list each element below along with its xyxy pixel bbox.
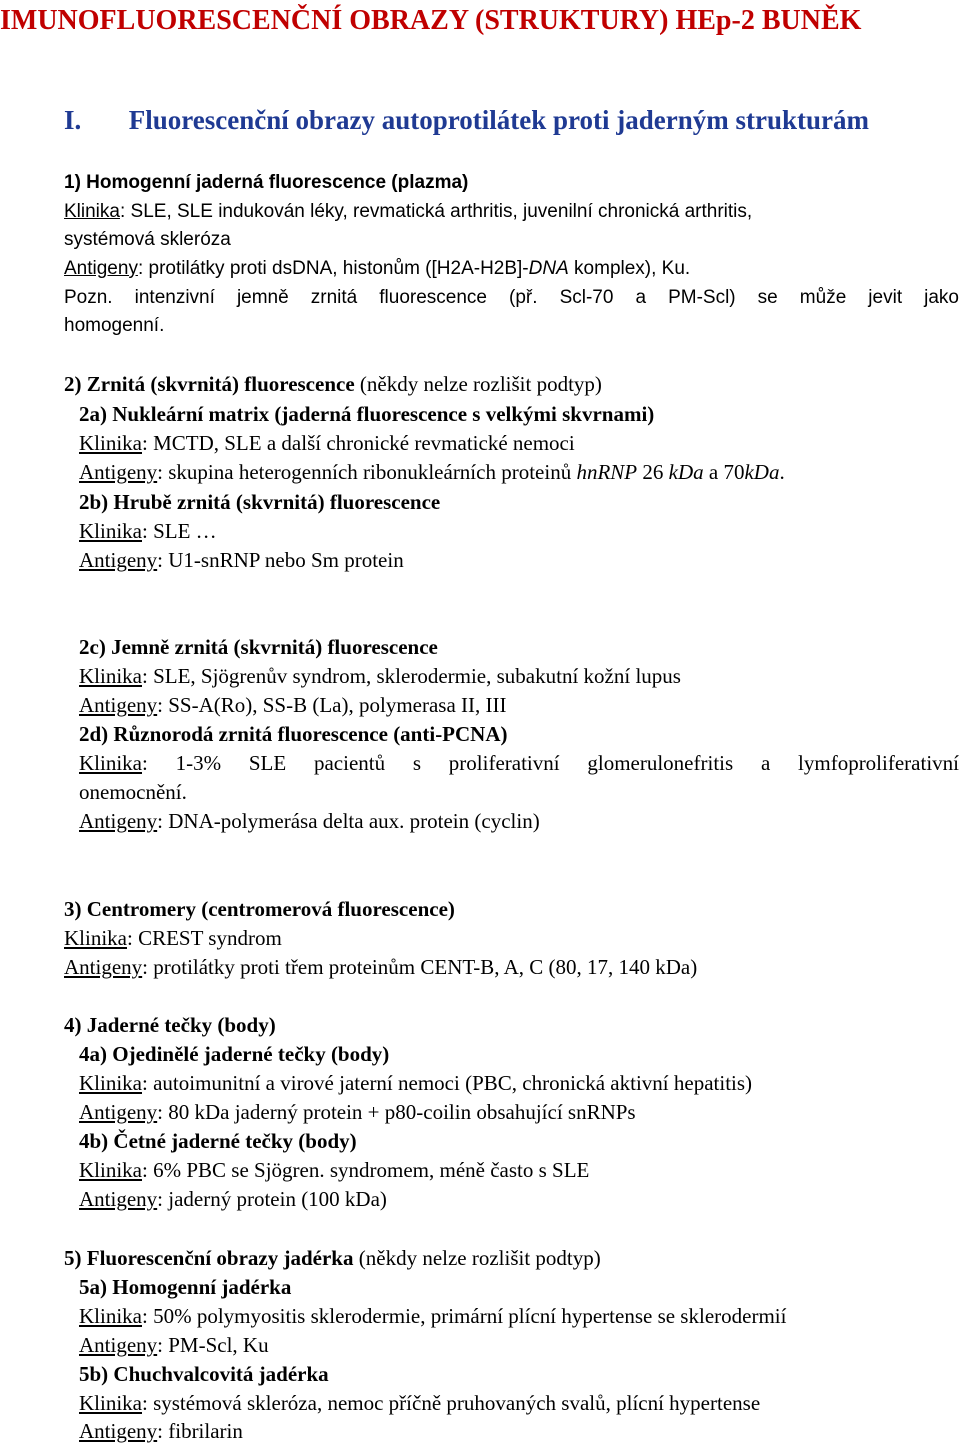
antigeny-label: Antigeny	[64, 258, 138, 279]
s2b-antigeny	[79, 547, 404, 573]
s4a-klinika-text: : autoimunitní a virové jaterní nemoci (PBC, chronická aktivní hepatitis)	[142, 1071, 753, 1095]
s2c-antigeny	[79, 692, 507, 718]
s2a-klinika	[79, 430, 575, 456]
s2d-antigeny	[79, 808, 540, 834]
s5-heading-rest: (někdy nelze rozlišit podtyp)	[353, 1246, 601, 1270]
antigeny-label: Antigeny	[79, 548, 158, 572]
s2-heading-bold: 2) Zrnitá (skvrnitá) fluorescence	[64, 372, 355, 396]
klinika-label: Klinika	[64, 201, 120, 222]
s2d-heading: 2d) Různorodá zrnitá fluorescence (anti-PCNA)	[79, 722, 508, 746]
s3-klinika	[64, 925, 282, 951]
s3-heading: 3) Centromery (centromerová fluorescence)	[64, 897, 455, 921]
klinika-label: Klinika	[79, 519, 142, 543]
s4b-heading: 4b) Četné jaderné tečky (body)	[79, 1129, 357, 1153]
s2d-klinika-cont: onemocnění.	[79, 780, 187, 804]
s4b-klinika	[79, 1157, 589, 1183]
s2a-antigeny-text-1: : skupina heterogenních ribonukleárních proteinů	[157, 460, 577, 484]
klinika-label: Klinika	[79, 751, 142, 775]
s4a-klinika	[79, 1070, 752, 1096]
s2b-klinika-text: : SLE …	[142, 519, 217, 543]
klinika-label: Klinika	[79, 1304, 142, 1328]
s3-antigeny-text: : protilátky proti třem proteinům CENT-B, A, C (80, 17, 140 kDa)	[142, 955, 698, 979]
klinika-label: Klinika	[64, 926, 127, 950]
s5b-klinika	[79, 1390, 760, 1416]
section-i-title: Fluorescenční obrazy autoprotilátek proti jaderným strukturám	[128, 105, 869, 135]
antigeny-label: Antigeny	[79, 1187, 158, 1211]
antigeny-label: Antigeny	[79, 1100, 158, 1124]
s2a-antigeny-kda-1: kDa	[668, 460, 704, 484]
s2d-klinika	[79, 750, 959, 776]
s2d-antigeny-text: : DNA-polymerása delta aux. protein (cyclin)	[157, 809, 540, 833]
s2c-klinika-text: : SLE, Sjögrenův syndrom, sklerodermie, subakutní kožní lupus	[142, 664, 681, 688]
section-i-number: I.	[64, 105, 82, 135]
antigeny-label: Antigeny	[79, 1333, 158, 1357]
s3-klinika-text: : CREST syndrom	[127, 926, 282, 950]
page-title: IMUNOFLUORESCENČNÍ OBRAZY (STRUKTURY) HEp-2 BUNĚK	[0, 5, 862, 36]
s1-antigeny	[64, 256, 690, 282]
s4b-klinika-text: : 6% PBC se Sjögren. syndromem, méně často s SLE	[142, 1158, 590, 1182]
s5b-heading: 5b) Chuchvalcovitá jadérka	[79, 1362, 329, 1386]
s1-klinika-text: : SLE, SLE indukován léky, revmatická arthritis, juvenilní chronická arthritis,	[119, 201, 753, 222]
klinika-label: Klinika	[79, 431, 142, 455]
s1-antigeny-text-b: komplex), Ku.	[568, 258, 691, 279]
s1-klinika-cont: systémová skleróza	[64, 229, 231, 250]
s2d-klinika-text: : 1-3% SLE pacientů s proliferativní glomerulonefritis a lymfoproliferativní	[142, 751, 959, 775]
s1-heading: 1) Homogenní jaderná fluorescence (plazma)	[64, 172, 469, 193]
s2c-antigeny-text: : SS-A(Ro), SS-B (La), polymerasa II, III	[157, 693, 507, 717]
klinika-label: Klinika	[79, 1071, 142, 1095]
antigeny-label: Antigeny	[64, 955, 143, 979]
s2a-antigeny-text-4: .	[779, 460, 785, 484]
s2a-antigeny-text-2: 26	[637, 460, 669, 484]
s2a-klinika-text: : MCTD, SLE a další chronické revmatické nemoci	[142, 431, 575, 455]
s4-heading: 4) Jaderné tečky (body)	[64, 1013, 276, 1037]
s1-antigeny-dna: DNA	[528, 258, 569, 279]
s5b-klinika-text: : systémová skleróza, nemoc příčně pruhovaných svalů, plícní hypertense	[142, 1391, 761, 1415]
s5b-antigeny	[79, 1418, 243, 1444]
klinika-label: Klinika	[79, 1391, 142, 1415]
s5a-klinika-text: : 50% polymyositis sklerodermie, primární plícní hypertense se sklerodermií	[142, 1304, 787, 1328]
s4a-antigeny	[79, 1099, 636, 1125]
s1-klinika	[64, 199, 752, 225]
s2-heading	[64, 371, 602, 397]
s2c-heading: 2c) Jemně zrnitá (skvrnitá) fluorescence	[79, 635, 438, 659]
s5a-heading: 5a) Homogenní jadérka	[79, 1275, 292, 1299]
s3-antigeny	[64, 954, 697, 980]
s5b-antigeny-text: : fibrilarin	[157, 1419, 243, 1443]
s2a-heading: 2a) Nukleární matrix (jaderná fluorescence s velkými skvrnami)	[79, 402, 655, 426]
s5-heading	[64, 1245, 601, 1271]
s2-heading-rest: (někdy nelze rozlišit podtyp)	[354, 372, 602, 396]
s2a-antigeny-hnrnp: hnRNP	[576, 460, 638, 484]
s5a-antigeny	[79, 1332, 269, 1358]
klinika-label: Klinika	[79, 1158, 142, 1182]
antigeny-label: Antigeny	[79, 693, 158, 717]
s2a-antigeny-kda-2: kDa	[744, 460, 780, 484]
s4b-antigeny-text: : jaderný protein (100 kDa)	[157, 1187, 387, 1211]
s2c-klinika	[79, 663, 681, 689]
s1-antigeny-text-a: : protilátky proti dsDNA, histonům ([H2A-H2B]-	[137, 258, 529, 279]
antigeny-label: Antigeny	[79, 809, 158, 833]
s4b-antigeny	[79, 1186, 387, 1212]
s5a-klinika	[79, 1303, 786, 1329]
s2a-antigeny	[79, 459, 785, 485]
s1-pozn-cont: homogenní.	[64, 315, 165, 336]
s2b-klinika	[79, 518, 217, 544]
s5a-antigeny-text: : PM-Scl, Ku	[157, 1333, 269, 1357]
section-i-heading	[64, 104, 869, 136]
antigeny-label: Antigeny	[79, 1419, 158, 1443]
s5-heading-bold: 5) Fluorescenční obrazy jadérka	[64, 1246, 354, 1270]
s1-pozn: Pozn. intenzivní jemně zrnitá fluorescence (př. Scl-70 a PM-Scl) se může jevit jako	[64, 287, 959, 308]
s4a-antigeny-text: : 80 kDa jaderný protein + p80-coilin obsahující snRNPs	[157, 1100, 636, 1124]
s2b-heading: 2b) Hrubě zrnitá (skvrnitá) fluorescence	[79, 490, 441, 514]
antigeny-label: Antigeny	[79, 460, 158, 484]
klinika-label: Klinika	[79, 664, 142, 688]
s2a-antigeny-text-3: a 70	[703, 460, 745, 484]
s2b-antigeny-text: : U1-snRNP nebo Sm protein	[157, 548, 404, 572]
s4a-heading: 4a) Ojedinělé jaderné tečky (body)	[79, 1042, 390, 1066]
